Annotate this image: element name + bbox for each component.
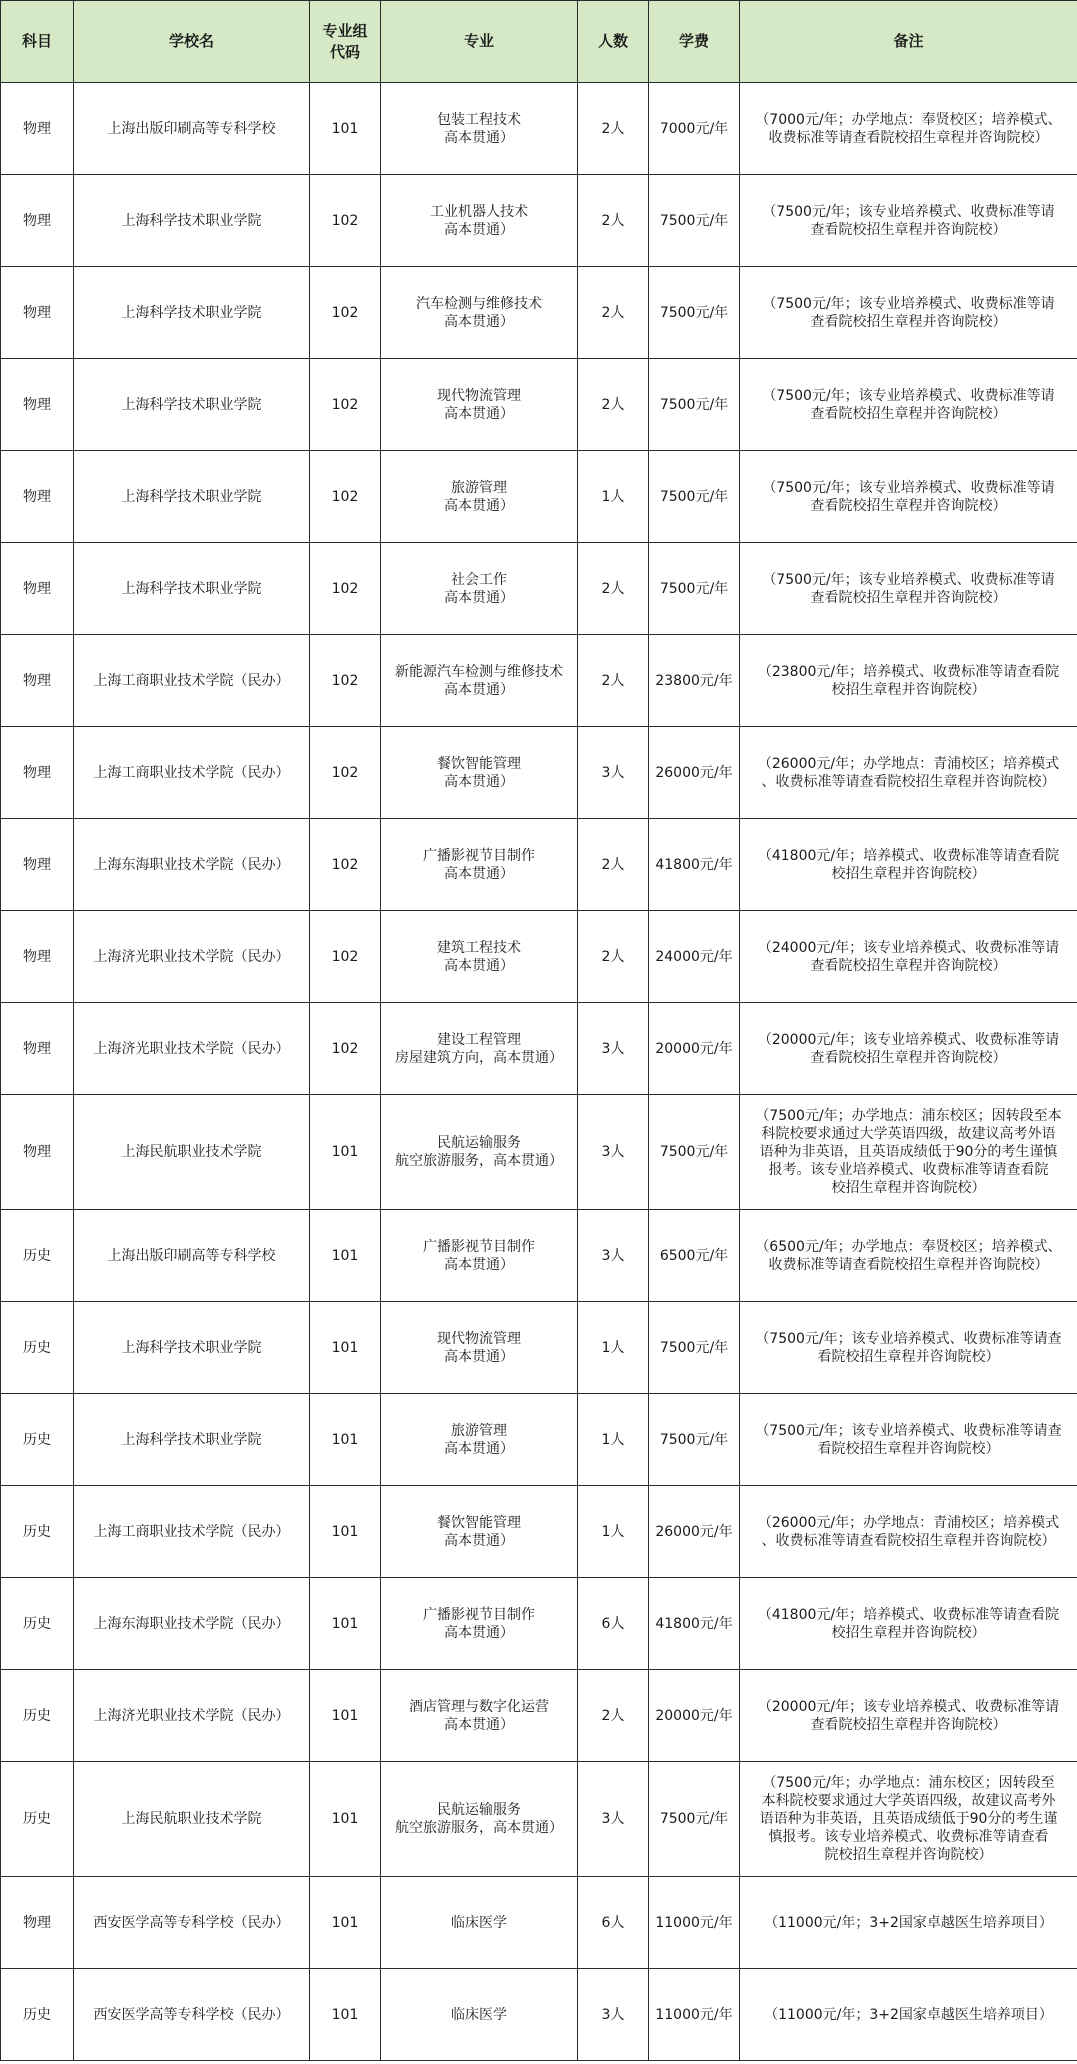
cell-count: 2人 (578, 635, 649, 727)
cell-school: 上海科学技术职业学院 (74, 1302, 310, 1394)
table-row (1, 1210, 1077, 1302)
cell-school: 西安医学高等专科学校（民办） (74, 1969, 310, 2061)
major-name: 临床医学 (451, 2006, 507, 2023)
cell-group-code: 101 (310, 1578, 381, 1670)
cell-remark (740, 1394, 1077, 1486)
cell-group-code: 102 (310, 819, 381, 911)
remark-line: 语语种为非英语，且英语成绩低于90分的考生谨 (759, 1811, 1058, 1827)
major-note: 高本贯通） (444, 497, 514, 514)
cell-count: 3人 (578, 1762, 649, 1877)
table-row (1, 1394, 1077, 1486)
cell-fee: 7500元/年 (649, 1095, 740, 1210)
cell-major (381, 1210, 578, 1302)
cell-school: 上海出版印刷高等专科学校 (74, 1210, 310, 1302)
cell-remark (740, 1095, 1077, 1210)
cell-subject: 历史 (1, 1670, 74, 1762)
major-name: 临床医学 (451, 1914, 507, 1931)
major-name: 社会工作 (451, 571, 507, 588)
table-row (1, 1003, 1077, 1095)
cell-school: 上海东海职业技术学院（民办） (74, 819, 310, 911)
remark-line: （7500元/年；该专业培养模式、收费标准等请查 (755, 1330, 1062, 1347)
cell-remark (740, 1969, 1077, 2061)
major-name: 酒店管理与数字化运营 (409, 1698, 549, 1715)
cell-major (381, 1095, 578, 1210)
cell-count: 1人 (578, 1486, 649, 1578)
table-row (1, 1302, 1077, 1394)
major-note: 高本贯通） (444, 313, 514, 330)
remark-line: 收费标准等请查看院校招生章程并咨询院校） (768, 129, 1049, 146)
cell-count: 2人 (578, 175, 649, 267)
cell-major (381, 83, 578, 175)
remark-line: （6500元/年；办学地点：奉贤校区；培养模式、 (755, 1238, 1062, 1255)
remark-line: （26000元/年；办学地点：青浦校区；培养模式 (757, 1514, 1060, 1531)
major-name: 旅游管理 (451, 1422, 507, 1439)
header-row (1, 1, 1077, 83)
table-row (1, 1486, 1077, 1578)
cell-major (381, 543, 578, 635)
cell-remark (740, 1762, 1077, 1877)
remark-line: 慎报考。该专业培养模式、收费标准等请查看 (768, 1829, 1049, 1845)
remark-line: 本科院校要求通过大学英语四级，故建议高考外 (761, 1793, 1056, 1809)
cell-count: 3人 (578, 1095, 649, 1210)
cell-subject: 历史 (1, 1762, 74, 1877)
remark-line: （20000元/年；该专业培养模式、收费标准等请 (757, 1698, 1060, 1715)
remark-line: 查看院校招生章程并咨询院校） (810, 589, 1007, 606)
major-name: 餐饮智能管理 (437, 755, 521, 772)
cell-school: 上海民航职业技术学院 (74, 1095, 310, 1210)
major-name: 餐饮智能管理 (437, 1514, 521, 1531)
major-name: 包装工程技术 (437, 111, 521, 128)
cell-group-code: 101 (310, 1302, 381, 1394)
cell-school: 上海济光职业技术学院（民办） (74, 1003, 310, 1095)
cell-major (381, 1578, 578, 1670)
remark-line: 语种为非英语，且英语成绩低于90分的考生谨慎 (759, 1144, 1058, 1160)
table-row (1, 1095, 1077, 1210)
cell-subject: 物理 (1, 1003, 74, 1095)
major-name: 民航运输服务 (437, 1135, 521, 1151)
cell-group-code: 102 (310, 911, 381, 1003)
remark-line: 查看院校招生章程并咨询院校） (810, 221, 1007, 238)
cell-fee: 20000元/年 (649, 1003, 740, 1095)
major-note: 高本贯通） (444, 129, 514, 146)
remark-line: （26000元/年；办学地点：青浦校区；培养模式 (757, 755, 1060, 772)
header-group-code-line2: 代码 (329, 42, 360, 61)
major-note: 高本贯通） (444, 957, 514, 974)
table-row (1, 451, 1077, 543)
cell-fee: 7500元/年 (649, 267, 740, 359)
remark-line: （41800元/年；培养模式、收费标准等请查看院 (757, 847, 1060, 864)
cell-group-code: 102 (310, 543, 381, 635)
cell-fee: 7500元/年 (649, 359, 740, 451)
cell-fee: 7500元/年 (649, 175, 740, 267)
cell-fee: 26000元/年 (649, 727, 740, 819)
major-note: 高本贯通） (444, 589, 514, 606)
remark-line: 科院校要求通过大学英语四级，故建议高考外语 (761, 1126, 1056, 1142)
cell-remark (740, 635, 1077, 727)
cell-fee: 24000元/年 (649, 911, 740, 1003)
remark-line: （7500元/年；该专业培养模式、收费标准等请查 (755, 1422, 1062, 1439)
major-note: 高本贯通） (444, 681, 514, 698)
cell-group-code: 101 (310, 1095, 381, 1210)
cell-fee: 11000元/年 (649, 1877, 740, 1969)
major-name: 广播影视节目制作 (423, 1238, 535, 1255)
major-note: 高本贯通） (444, 1624, 514, 1641)
cell-fee: 41800元/年 (649, 819, 740, 911)
remark-line: （11000元/年；3+2国家卓越医生培养项目） (764, 2006, 1053, 2023)
cell-fee: 7500元/年 (649, 1762, 740, 1877)
cell-school: 上海工商职业技术学院（民办） (74, 1486, 310, 1578)
major-name: 广播影视节目制作 (423, 847, 535, 864)
cell-school: 上海出版印刷高等专科学校 (74, 83, 310, 175)
major-name: 新能源汽车检测与维修技术 (395, 663, 563, 680)
remark-line: 收费标准等请查看院校招生章程并咨询院校） (768, 1256, 1049, 1273)
cell-school: 上海济光职业技术学院（民办） (74, 911, 310, 1003)
cell-fee: 7000元/年 (649, 83, 740, 175)
cell-group-code: 102 (310, 727, 381, 819)
cell-major (381, 1762, 578, 1877)
cell-count: 3人 (578, 1210, 649, 1302)
table-row (1, 543, 1077, 635)
table-body (1, 83, 1077, 2061)
cell-count: 2人 (578, 543, 649, 635)
cell-fee: 7500元/年 (649, 451, 740, 543)
remark-line: （24000元/年；该专业培养模式、收费标准等请 (757, 939, 1060, 956)
cell-count: 1人 (578, 1302, 649, 1394)
cell-fee: 20000元/年 (649, 1670, 740, 1762)
major-name: 建筑工程技术 (437, 939, 521, 956)
table-row (1, 1670, 1077, 1762)
cell-remark (740, 1670, 1077, 1762)
cell-count: 1人 (578, 451, 649, 543)
cell-fee: 6500元/年 (649, 1210, 740, 1302)
cell-remark (740, 175, 1077, 267)
cell-remark (740, 819, 1077, 911)
header-major: 专业 (381, 1, 578, 83)
cell-major (381, 1302, 578, 1394)
major-note: 高本贯通） (444, 221, 514, 238)
cell-school: 上海民航职业技术学院 (74, 1762, 310, 1877)
table-row (1, 83, 1077, 175)
cell-remark (740, 543, 1077, 635)
cell-major (381, 175, 578, 267)
cell-subject: 物理 (1, 267, 74, 359)
major-note: 高本贯通） (444, 773, 514, 790)
cell-major (381, 819, 578, 911)
cell-remark (740, 1003, 1077, 1095)
cell-remark (740, 911, 1077, 1003)
cell-fee: 26000元/年 (649, 1486, 740, 1578)
cell-group-code: 101 (310, 1486, 381, 1578)
header-subject: 科目 (1, 1, 74, 83)
cell-count: 3人 (578, 727, 649, 819)
cell-school: 上海科学技术职业学院 (74, 359, 310, 451)
cell-subject: 物理 (1, 359, 74, 451)
cell-group-code: 102 (310, 359, 381, 451)
header-school: 学校名 (74, 1, 310, 83)
remark-line: 校招生章程并咨询院校） (831, 865, 986, 882)
cell-major (381, 635, 578, 727)
cell-remark (740, 1877, 1077, 1969)
cell-subject: 历史 (1, 1969, 74, 2061)
header-count: 人数 (578, 1, 649, 83)
cell-count: 2人 (578, 267, 649, 359)
remark-line: 校招生章程并咨询院校） (831, 1624, 986, 1641)
remark-line: （7500元/年；该专业培养模式、收费标准等请 (762, 387, 1055, 404)
cell-subject: 历史 (1, 1578, 74, 1670)
cell-subject: 历史 (1, 1210, 74, 1302)
remark-line: 查看院校招生章程并咨询院校） (810, 405, 1007, 422)
cell-school: 上海工商职业技术学院（民办） (74, 635, 310, 727)
table-row (1, 1762, 1077, 1877)
cell-subject: 物理 (1, 451, 74, 543)
cell-major (381, 1003, 578, 1095)
major-name: 民航运输服务 (437, 1802, 521, 1818)
cell-subject: 物理 (1, 727, 74, 819)
major-note: 航空旅游服务，高本贯通） (395, 1153, 563, 1169)
cell-subject: 物理 (1, 543, 74, 635)
remark-line: （7500元/年；该专业培养模式、收费标准等请 (762, 295, 1055, 312)
cell-school: 上海科学技术职业学院 (74, 175, 310, 267)
cell-subject: 物理 (1, 83, 74, 175)
cell-subject: 历史 (1, 1394, 74, 1486)
table-row (1, 635, 1077, 727)
table-row (1, 727, 1077, 819)
cell-remark (740, 359, 1077, 451)
cell-fee: 7500元/年 (649, 543, 740, 635)
cell-school: 上海科学技术职业学院 (74, 451, 310, 543)
major-note: 高本贯通） (444, 865, 514, 882)
cell-major (381, 1486, 578, 1578)
major-name: 旅游管理 (451, 479, 507, 496)
table-row (1, 359, 1077, 451)
cell-major (381, 1877, 578, 1969)
major-name: 建设工程管理 (437, 1031, 521, 1048)
cell-major (381, 359, 578, 451)
table-row (1, 1969, 1077, 2061)
major-note: 高本贯通） (444, 1256, 514, 1273)
remark-line: （7500元/年；该专业培养模式、收费标准等请 (762, 203, 1055, 220)
cell-subject: 物理 (1, 635, 74, 727)
remark-line: 查看院校招生章程并咨询院校） (810, 497, 1007, 514)
cell-major (381, 451, 578, 543)
cell-major (381, 1394, 578, 1486)
cell-count: 2人 (578, 911, 649, 1003)
cell-remark (740, 1210, 1077, 1302)
remark-line: 校招生章程并咨询院校） (831, 1180, 986, 1196)
major-name: 现代物流管理 (437, 1330, 521, 1347)
cell-remark (740, 1486, 1077, 1578)
remark-line: 看院校招生章程并咨询院校） (817, 1348, 1000, 1365)
remark-line: 报考。该专业培养模式、收费标准等请查看院 (768, 1162, 1049, 1178)
cell-school: 上海东海职业技术学院（民办） (74, 1578, 310, 1670)
header-group-code (310, 1, 381, 83)
table-row (1, 175, 1077, 267)
cell-count: 2人 (578, 1670, 649, 1762)
cell-group-code: 102 (310, 451, 381, 543)
cell-major (381, 267, 578, 359)
cell-fee: 23800元/年 (649, 635, 740, 727)
cell-count: 2人 (578, 819, 649, 911)
table-row (1, 819, 1077, 911)
cell-count: 3人 (578, 1969, 649, 2061)
remark-line: 查看院校招生章程并咨询院校） (810, 1716, 1007, 1733)
header-fee: 学费 (649, 1, 740, 83)
cell-fee: 11000元/年 (649, 1969, 740, 2061)
major-name: 现代物流管理 (437, 387, 521, 404)
remark-line: （7000元/年；办学地点：奉贤校区；培养模式、 (755, 111, 1062, 128)
cell-group-code: 102 (310, 1003, 381, 1095)
cell-school: 上海科学技术职业学院 (74, 1394, 310, 1486)
cell-count: 6人 (578, 1578, 649, 1670)
cell-major (381, 911, 578, 1003)
cell-count: 1人 (578, 1394, 649, 1486)
cell-group-code: 101 (310, 1210, 381, 1302)
remark-line: （7500元/年；办学地点：浦东校区；因转段至 (762, 1775, 1055, 1791)
cell-fee: 7500元/年 (649, 1302, 740, 1394)
cell-major (381, 1969, 578, 2061)
remark-line: 、收费标准等请查看院校招生章程并咨询院校） (761, 773, 1056, 790)
remark-line: 、收费标准等请查看院校招生章程并咨询院校） (761, 1532, 1056, 1549)
remark-line: 查看院校招生章程并咨询院校） (810, 957, 1007, 974)
cell-remark (740, 451, 1077, 543)
remark-line: 院校招生章程并咨询院校） (824, 1847, 993, 1863)
remark-line: （41800元/年；培养模式、收费标准等请查看院 (757, 1606, 1060, 1623)
cell-major (381, 727, 578, 819)
cell-group-code: 102 (310, 175, 381, 267)
remark-line: （7500元/年；办学地点：浦东校区；因转段至本 (755, 1108, 1062, 1124)
cell-subject: 历史 (1, 1302, 74, 1394)
cell-school: 上海工商职业技术学院（民办） (74, 727, 310, 819)
remark-line: 查看院校招生章程并咨询院校） (810, 313, 1007, 330)
major-name: 工业机器人技术 (430, 203, 528, 220)
cell-school: 上海科学技术职业学院 (74, 267, 310, 359)
table-row (1, 267, 1077, 359)
remark-line: （7500元/年；该专业培养模式、收费标准等请 (762, 571, 1055, 588)
cell-group-code: 102 (310, 635, 381, 727)
cell-school: 西安医学高等专科学校（民办） (74, 1877, 310, 1969)
major-note: 房屋建筑方向，高本贯通） (395, 1049, 563, 1066)
cell-count: 6人 (578, 1877, 649, 1969)
major-note: 高本贯通） (444, 405, 514, 422)
cell-remark (740, 83, 1077, 175)
cell-subject: 历史 (1, 1486, 74, 1578)
cell-subject: 物理 (1, 1877, 74, 1969)
cell-subject: 物理 (1, 175, 74, 267)
major-name: 广播影视节目制作 (423, 1606, 535, 1623)
header-group-code-line1: 专业组 (322, 21, 368, 40)
cell-count: 3人 (578, 1003, 649, 1095)
cell-group-code: 101 (310, 1762, 381, 1877)
remark-line: 校招生章程并咨询院校） (831, 681, 986, 698)
cell-group-code: 101 (310, 1394, 381, 1486)
cell-subject: 物理 (1, 819, 74, 911)
table-row (1, 911, 1077, 1003)
cell-count: 2人 (578, 359, 649, 451)
cell-school: 上海科学技术职业学院 (74, 543, 310, 635)
cell-group-code: 101 (310, 83, 381, 175)
major-note: 高本贯通） (444, 1716, 514, 1733)
table-row (1, 1578, 1077, 1670)
major-name: 汽车检测与维修技术 (416, 295, 542, 312)
cell-remark (740, 267, 1077, 359)
remark-line: 查看院校招生章程并咨询院校） (810, 1049, 1007, 1066)
cell-remark (740, 1302, 1077, 1394)
cell-subject: 物理 (1, 911, 74, 1003)
remark-line: （23800元/年；培养模式、收费标准等请查看院 (757, 663, 1060, 680)
remark-line: （20000元/年；该专业培养模式、收费标准等请 (757, 1031, 1060, 1048)
cell-group-code: 102 (310, 267, 381, 359)
major-note: 高本贯通） (444, 1440, 514, 1457)
cell-major (381, 1670, 578, 1762)
cell-remark (740, 727, 1077, 819)
major-note: 高本贯通） (444, 1532, 514, 1549)
cell-fee: 41800元/年 (649, 1578, 740, 1670)
cell-school: 上海济光职业技术学院（民办） (74, 1670, 310, 1762)
cell-group-code: 101 (310, 1877, 381, 1969)
major-note: 航空旅游服务，高本贯通） (395, 1820, 563, 1836)
cell-count: 2人 (578, 83, 649, 175)
cell-remark (740, 1578, 1077, 1670)
cell-fee: 7500元/年 (649, 1394, 740, 1486)
cell-subject: 物理 (1, 1095, 74, 1210)
cell-group-code: 101 (310, 1969, 381, 2061)
remark-line: 看院校招生章程并咨询院校） (817, 1440, 1000, 1457)
cell-group-code: 101 (310, 1670, 381, 1762)
remark-line: （7500元/年；该专业培养模式、收费标准等请 (762, 479, 1055, 496)
header-remark: 备注 (740, 1, 1077, 83)
table-row (1, 1877, 1077, 1969)
remark-line: （11000元/年；3+2国家卓越医生培养项目） (764, 1914, 1053, 1931)
major-note: 高本贯通） (444, 1348, 514, 1365)
